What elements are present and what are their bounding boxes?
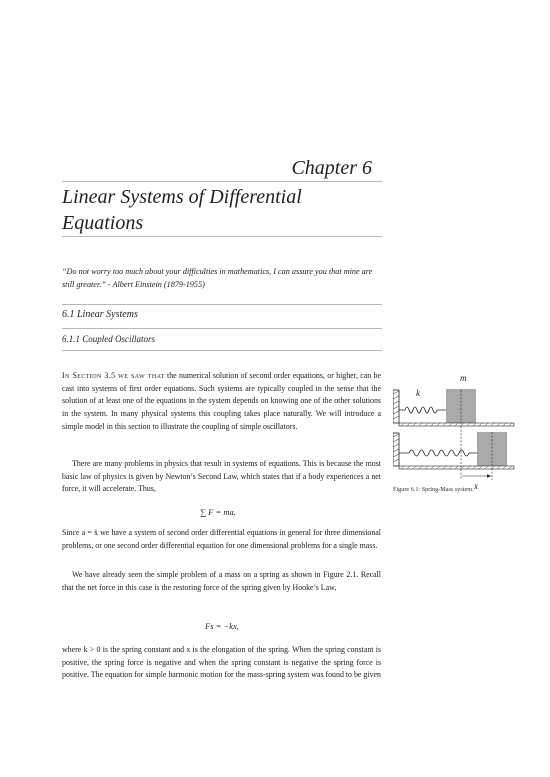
chapter-title: Linear Systems of Differential Equations bbox=[62, 186, 302, 234]
section-title: 6.1 Linear Systems bbox=[62, 309, 138, 320]
bottom-spring bbox=[399, 450, 477, 456]
epigraph: “Do not worry too much about your difficulties in mathematics, I can assure you that mine are still greater.” - Albert Einstein (1879-1955) bbox=[62, 267, 373, 289]
bottom-system bbox=[393, 432, 514, 469]
section-rule-top bbox=[62, 304, 382, 305]
paragraph-5-text: where k > 0 is the spring constant and x is the elongation of the spring. When the spring constant is positive, the spring force is negative and when the spring constant is negative the spring force is positive. The equation for simple harmonic motion for the mass-spring system was found to be given bbox=[62, 645, 381, 680]
subsection-rule bbox=[62, 350, 382, 351]
displacement-arrowhead bbox=[487, 474, 491, 478]
paragraph-5 bbox=[62, 644, 381, 682]
paragraph-2 bbox=[62, 458, 381, 496]
top-spring bbox=[399, 407, 446, 413]
figure-label-k: k bbox=[416, 388, 420, 398]
section-rule-bottom bbox=[62, 328, 382, 329]
equation-hooke: Fs = −kx, bbox=[205, 621, 239, 631]
paragraph-1 bbox=[62, 370, 381, 434]
figure-label-x: x bbox=[474, 481, 478, 491]
spring-mass-figure bbox=[393, 368, 523, 493]
chapter-rule-top bbox=[62, 181, 382, 182]
paragraph-2-text: There are many problems in physics that result in systems of equations. This is because the most basic law of physics is given by Newton’s Second Law, which states that if a body experiences a net force, it will accelerate. Thus, bbox=[62, 459, 381, 494]
equation-newton: ∑ F = ma. bbox=[200, 507, 236, 517]
paragraph-4-text: We have already seen the simple problem of a mass on a spring as shown in Figure 2.1. Recall that the net force in this case is the restoring force of the spring given by Hooke’s Law, bbox=[62, 570, 381, 592]
paragraph-1-text: the numerical solution of second order equations, or higher, can be cast into systems of first order equations. Such systems are typically coupled in the sense that the solution of at least one of the equations in the system depends on knowing one of the other solutions in the system. In many physical systems this coupling takes place naturally. We will introduce a simple model in this section to illustrate the coupling of simple oscillators. bbox=[62, 371, 381, 431]
chapter-number: Chapter 6 bbox=[291, 157, 372, 179]
paragraph-4 bbox=[62, 569, 381, 594]
subsection-title: 6.1.1 Coupled Oscillators bbox=[62, 334, 156, 344]
paragraph-3 bbox=[62, 527, 381, 552]
figure-caption: Figure 6.1: Spring-Mass system. bbox=[393, 486, 474, 493]
top-system bbox=[393, 389, 514, 426]
paragraph-3-text: Since a = ẍ we have a system of second order differential equations in general for three dimensional problems, or one second order differential equation for one dimensional problems for a single mass. bbox=[62, 528, 381, 550]
chapter-rule-bottom bbox=[62, 236, 382, 237]
lead-in-smallcaps: In Section 3.5 we saw that bbox=[62, 371, 165, 380]
figure-label-mass: m bbox=[460, 373, 467, 383]
